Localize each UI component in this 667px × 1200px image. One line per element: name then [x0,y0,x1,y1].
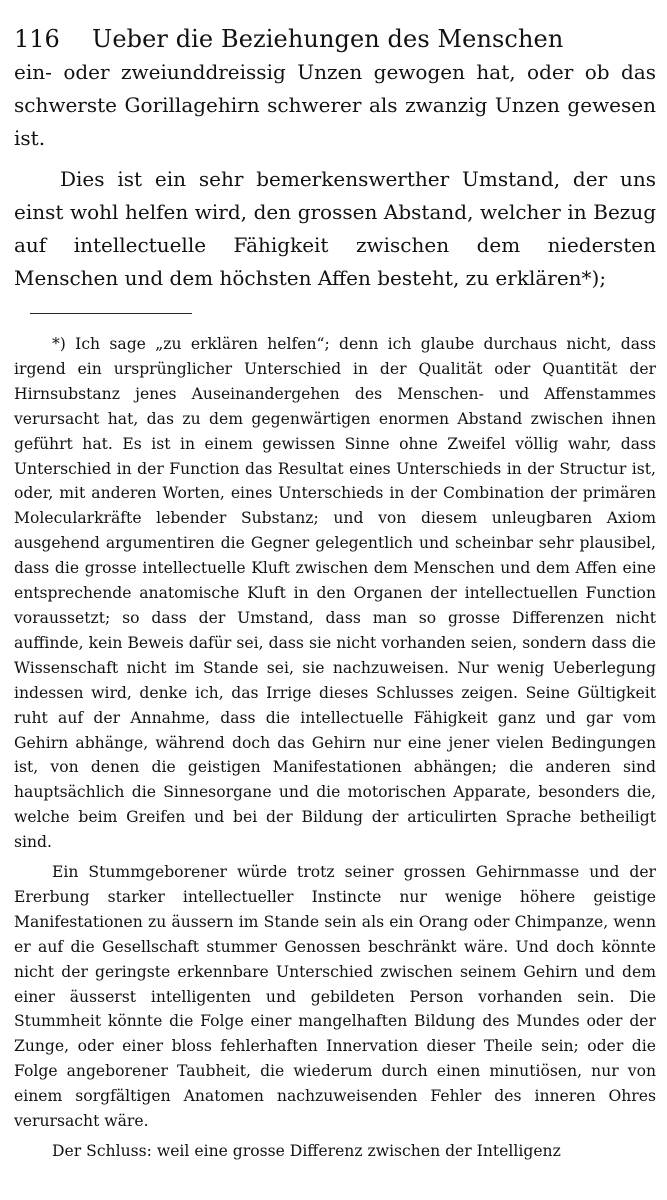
footnote-paragraph-3: Der Schluss: weil eine grosse Differenz zwischen der Intelligenz [52,1142,561,1160]
book-page [14,24,656,1164]
running-title: Ueber die Beziehungen des Menschen [92,25,564,53]
page-number: 116 [14,25,60,53]
main-paragraph-1: ein- oder zweiunddreissig Unzen gewogen hat, oder ob das schwerste Gorillagehirn schwerer als zwanzig Unzen gewesen ist. [14,60,656,150]
footnote-separator [30,313,192,314]
main-text [14,56,656,295]
page-header [14,24,656,54]
footnote-paragraph-2: Ein Stummgeborener würde trotz seiner grossen Gehirnmasse und der Ererbung starker intellectueller Instincte nur wenige höhere geistige Manifestationen zu äussern im Stande sein als ein Orang oder Chimpanze, wenn er auf die Gesellschaft stummer Genossen beschränkt wäre. Und doch könnte nicht der geringste erkennbare Unterschied zwischen seinem Gehirn und dem einer äusserst intelligenten und gebildeten Person vorhanden sein. Die Stummheit könnte die Folge einer mangelhaften Bildung des Mundes oder der Zunge, oder einer bloss fehlerhaften Innervation dieser Theile sein; oder die Folge angeborener Taubheit, die wiederum durch einen minutiösen, nur von einem sorgfältigen Anatomen nachzuweisenden Fehler des inneren Ohres verursacht wäre. [14,863,656,1131]
footnote-block [14,332,656,1164]
footnote-paragraph-1: *) Ich sage „zu erklären helfen“; denn ich glaube durchaus nicht, dass irgend ein ursprünglicher Unterschied in der Qualität oder Quantität der Hirnsubstanz jenes Auseinandergehen des Menschen- und Affenstammes verursacht hat, das zu dem gegenwärtigen enormen Abstand zwischen ihnen geführt hat. Es ist in einem gewissen Sinne ohne Zweifel völlig wahr, dass Unterschied in der Function das Resultat eines Unterschieds in der Structur ist, oder, mit anderen Worten, eines Unterschieds in der Combination der primären Molecularkräfte lebender Substanz; und von diesem unleugbaren Axiom ausgehend argumentiren die Gegner gelegentlich und scheinbar sehr plausibel, dass die grosse intellectuelle Kluft zwischen dem Menschen und dem Affen eine entsprechende anatomische Kluft in den Organen der intellectuellen Function voraussetzt; so dass der Umstand, dass man so grosse Differenzen nicht auffinde, kein Beweis dafür sei, dass sie nicht vorhanden seien, sondern dass die Wissenschaft nicht im Stande sei, sie nachzuweisen. Nur wenig Ueberlegung indessen wird, denke ich, das Irrige dieses Schlusses zeigen. Seine Gültigkeit ruht auf der Annahme, dass die intellectuelle Fähigkeit ganz und gar vom Gehirn abhänge, während doch das Gehirn nur eine jener vielen Bedingungen ist, von denen die geistigen Manifestationen abhängen; die anderen sind hauptsächlich die Sinnesorgane und die motorischen Apparate, besonders die, welche beim Greifen und bei der Bildung der articulirten Sprache betheiligt sind. [14,335,656,852]
main-paragraph-2: Dies ist ein sehr bemerkenswerther Umstand, der uns einst wohl helfen wird, den grossen Abstand, welcher in Bezug auf intellectuelle Fähigkeit zwischen dem niedersten Menschen und dem höchsten Affen besteht, zu erklären*); [14,167,656,290]
